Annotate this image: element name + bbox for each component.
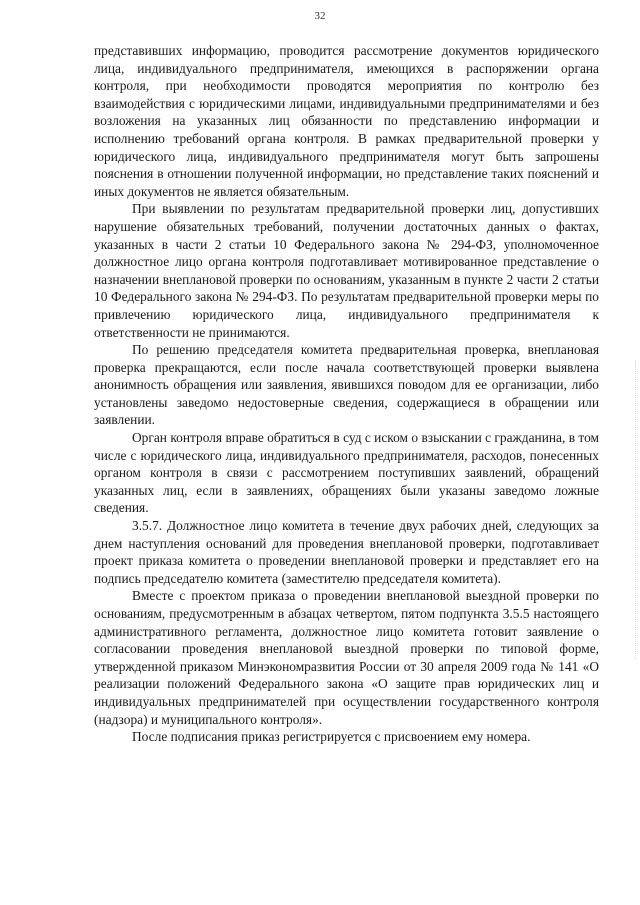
page-number: 32	[314, 10, 326, 22]
paragraph-7: После подписания приказ регистрируется с присвоением ему номера.	[132, 729, 531, 745]
paragraph-2: При выявлении по результатам предварительной проверки лиц, допустивших нарушение обязательных требований, получении достаточных данных о фактах, указанных в части 2 статьи 10 Федерального закона № 294-ФЗ, уполномоченное должностное лицо органа контроля подготавливает мотивированное представление о назначении внеплановой проверки по основаниям, указанным в пункте 2 части 2 статьи 10 Федерального закона № 294-ФЗ. По результатам предварительной проверки меры по привлечению юридического лица, индивидуального предпринимателя к ответственности не принимаются.	[94, 201, 599, 340]
paragraph-1: представивших информацию, проводится рассмотрение документов юридического лица, индивидуального предпринимателя, имеющихся в распоряжении органа контроля, при необходимости проводятся мероприятия по контролю без взаимодействия с юридическими лицами, индивидуальными предпринимателями и без возложения на указанных лиц обязанности по представлению информации и исполнению требований органа контроля. В рамках предварительной проверки у юридического лица, индивидуального предпринимателя могут быть запрошены пояснения в отношении полученной информации, но представление таких пояснений и иных документов не является обязательным.	[94, 43, 599, 199]
scan-margin-marks	[632, 360, 636, 660]
paragraph-5: 3.5.7. Должностное лицо комитета в течение двух рабочих дней, следующих за днем наступления оснований для проведения внеплановой проверки, подготавливает проект приказа комитета о проведении внеплановой проверки и представляет его на подпись председателю комитета (заместителю председателя комитета).	[94, 518, 599, 586]
document-body	[94, 42, 599, 746]
paragraph-6: Вместе с проектом приказа о проведении внеплановой выездной проверки по основаниям, предусмотренным в абзацах четвертом, пятом подпункта 3.5.5 настоящего административного регламента, должностное лицо комитета готовит заявление о согласовании проведения внеплановой выездной проверки по типовой форме, утвержденной приказом Минэкономразвития России от 30 апреля 2009 года № 141 «О реализации положений Федерального закона «О защите прав юридических лиц и индивидуальных предпринимателей при осуществлении государственного контроля (надзора) и муниципального контроля».	[94, 588, 599, 727]
paragraph-3: По решению председателя комитета предварительная проверка, внеплановая проверка прекращаются, если после начала соответствующей проверки выявлена анонимность обращения или заявления, явившихся поводом для ее организации, либо установлены заведомо недостоверные сведения, содержащиеся в обращении или заявлении.	[94, 342, 599, 428]
paragraph-4: Орган контроля вправе обратиться в суд с иском о взыскании с гражданина, в том числе с юридического лица, индивидуального предпринимателя, расходов, понесенных органом контроля в связи с рассмотрением поступивших заявлений, обращений указанных лиц, если в заявлениях, обращениях были указаны заведомо ложные сведения.	[94, 430, 599, 516]
